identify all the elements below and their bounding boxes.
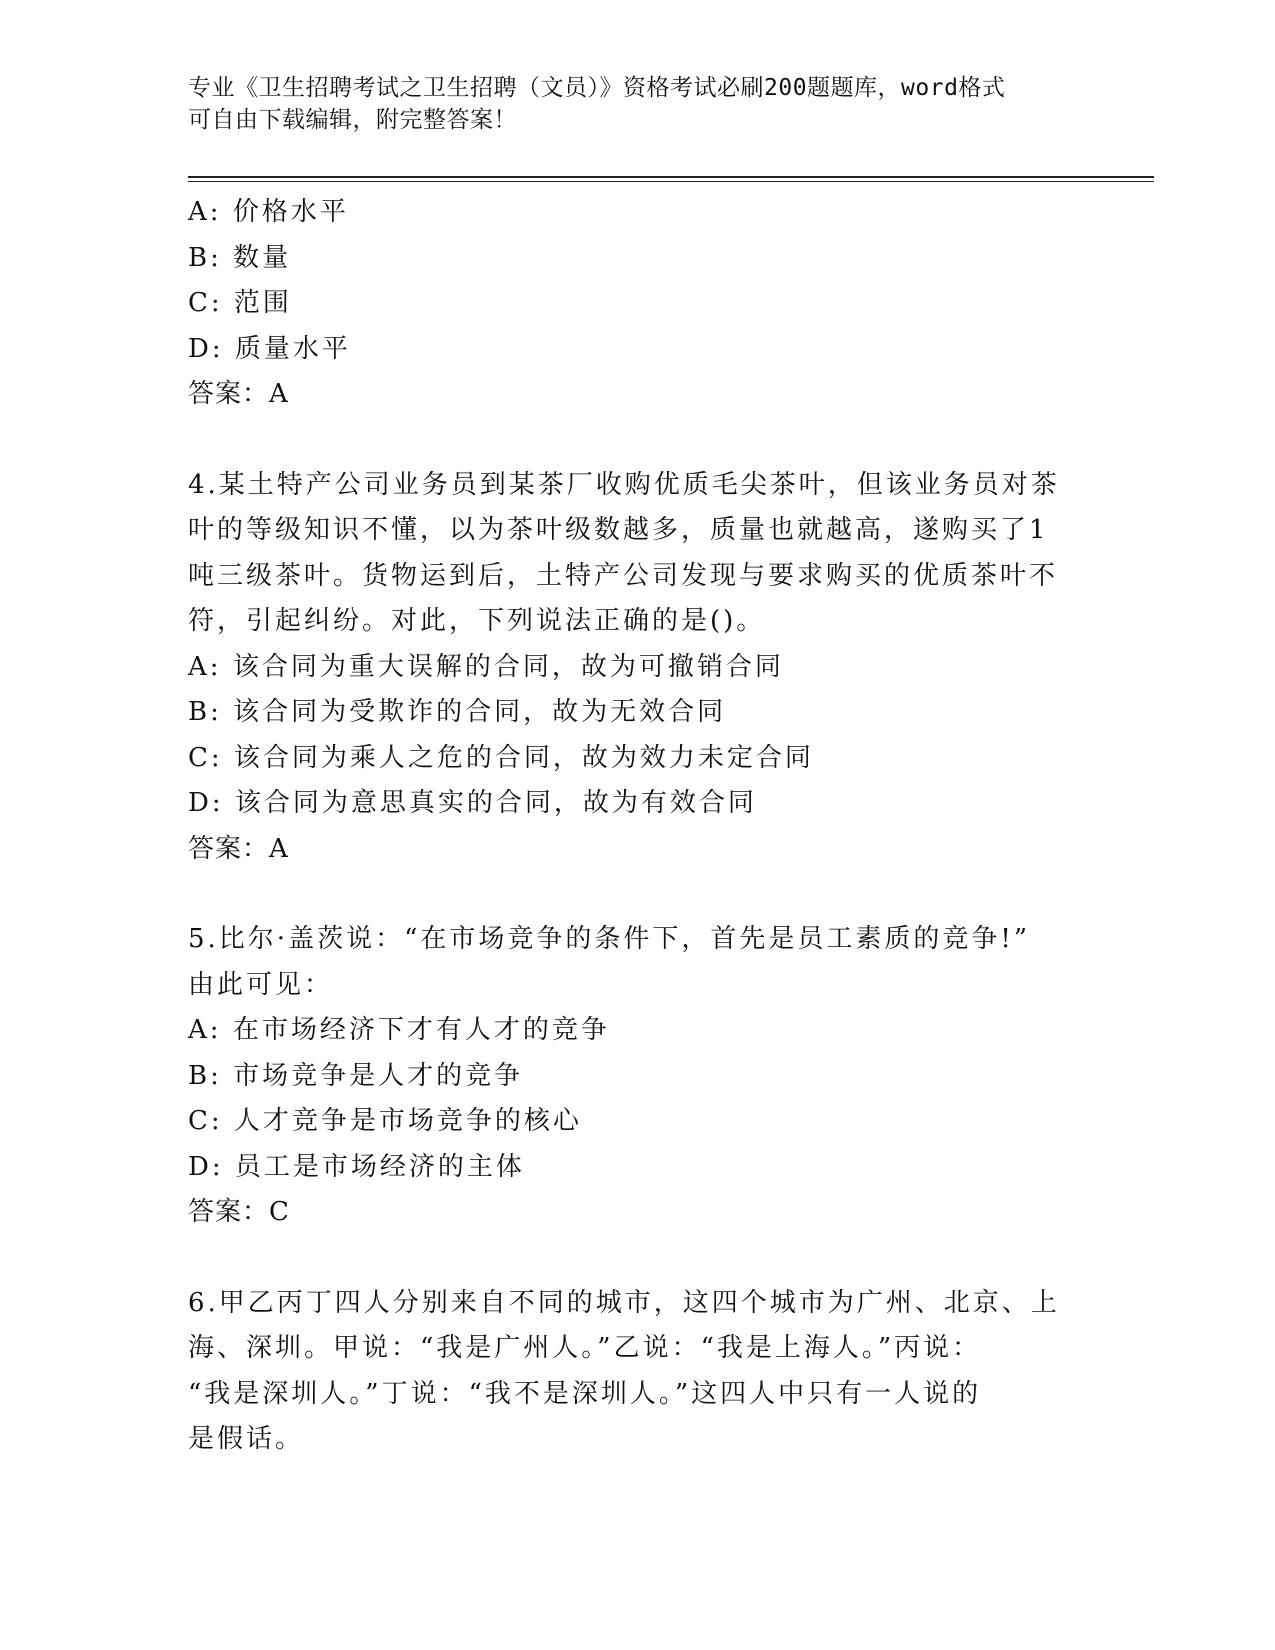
option-b: B: 市场竞争是人才的竞争 [188, 1060, 524, 1091]
question-stem-line: 符，引起纠纷。对此，下列说法正确的是()。 [188, 606, 766, 636]
option-c: C: 该合同为乘人之危的合同，故为效力未定合同 [188, 742, 814, 773]
question-3 [188, 190, 1068, 418]
option-c: C: 人才竞争是市场竞争的核心 [188, 1106, 582, 1136]
question-stem-line: 吨三级茶叶。货物运到后，土特产公司发现与要求购买的优质茶叶不 [188, 560, 1059, 591]
option-b: B: 该合同为受欺诈的合同，故为无效合同 [188, 697, 727, 727]
question-stem-line: 是假话。 [188, 1424, 305, 1454]
option-d: D: 员工是市场经济的主体 [188, 1151, 525, 1182]
header-line-2: 可自由下载编辑，附完整答案！ [188, 107, 517, 133]
header-rule-thin [188, 181, 1154, 182]
option-a: A: 在市场经济下才有人才的竞争 [188, 1015, 610, 1045]
spacer [188, 872, 1068, 917]
spacer [188, 418, 1068, 463]
option-d: D: 该合同为意思真实的合同，故为有效合同 [188, 788, 757, 818]
option-c: C: 范围 [188, 288, 292, 318]
question-content [188, 190, 1068, 1463]
question-stem-line: 由此可见： [188, 969, 334, 1000]
header-rule-thick [188, 176, 1154, 178]
question-4 [188, 463, 1068, 873]
question-6 [188, 1281, 1068, 1463]
question-stem-line: 6.甲乙丙丁四人分别来自不同的城市，这四个城市为广州、北京、上 [188, 1287, 1060, 1318]
question-stem-line: “我是深圳人。”丁说：“我不是深圳人。”这四人中只有一人说的 [188, 1378, 982, 1409]
option-a: A: 该合同为重大误解的合同，故为可撤销合同 [188, 651, 784, 682]
header-line-1: 专业《卫生招聘考试之卫生招聘（文员）》资格考试必刷200题题库，word格式 [188, 75, 1006, 101]
question-stem-line: 海、深圳。甲说：“我是广州人。”乙说：“我是上海人。”丙说： [188, 1333, 982, 1363]
question-stem-line: 叶的等级知识不懂，以为茶叶级数越多，质量也就越高，遂购买了1 [188, 515, 1049, 545]
option-a: A: 价格水平 [188, 197, 349, 227]
document-header [188, 72, 1068, 136]
question-stem-line: 5.比尔·盖茨说：“在市场竞争的条件下，首先是员工素质的竞争!” [188, 924, 1031, 954]
option-b: B: 数量 [188, 242, 292, 273]
question-5 [188, 917, 1068, 1236]
answer: 答案：A [188, 833, 289, 864]
answer: 答案：A [188, 379, 289, 409]
question-stem-line: 4.某土特产公司业务员到某茶厂收购优质毛尖茶叶，但该业务员对茶 [188, 469, 1060, 500]
spacer [188, 1236, 1068, 1281]
answer: 答案：C [188, 1197, 290, 1227]
option-d: D: 质量水平 [188, 333, 351, 364]
